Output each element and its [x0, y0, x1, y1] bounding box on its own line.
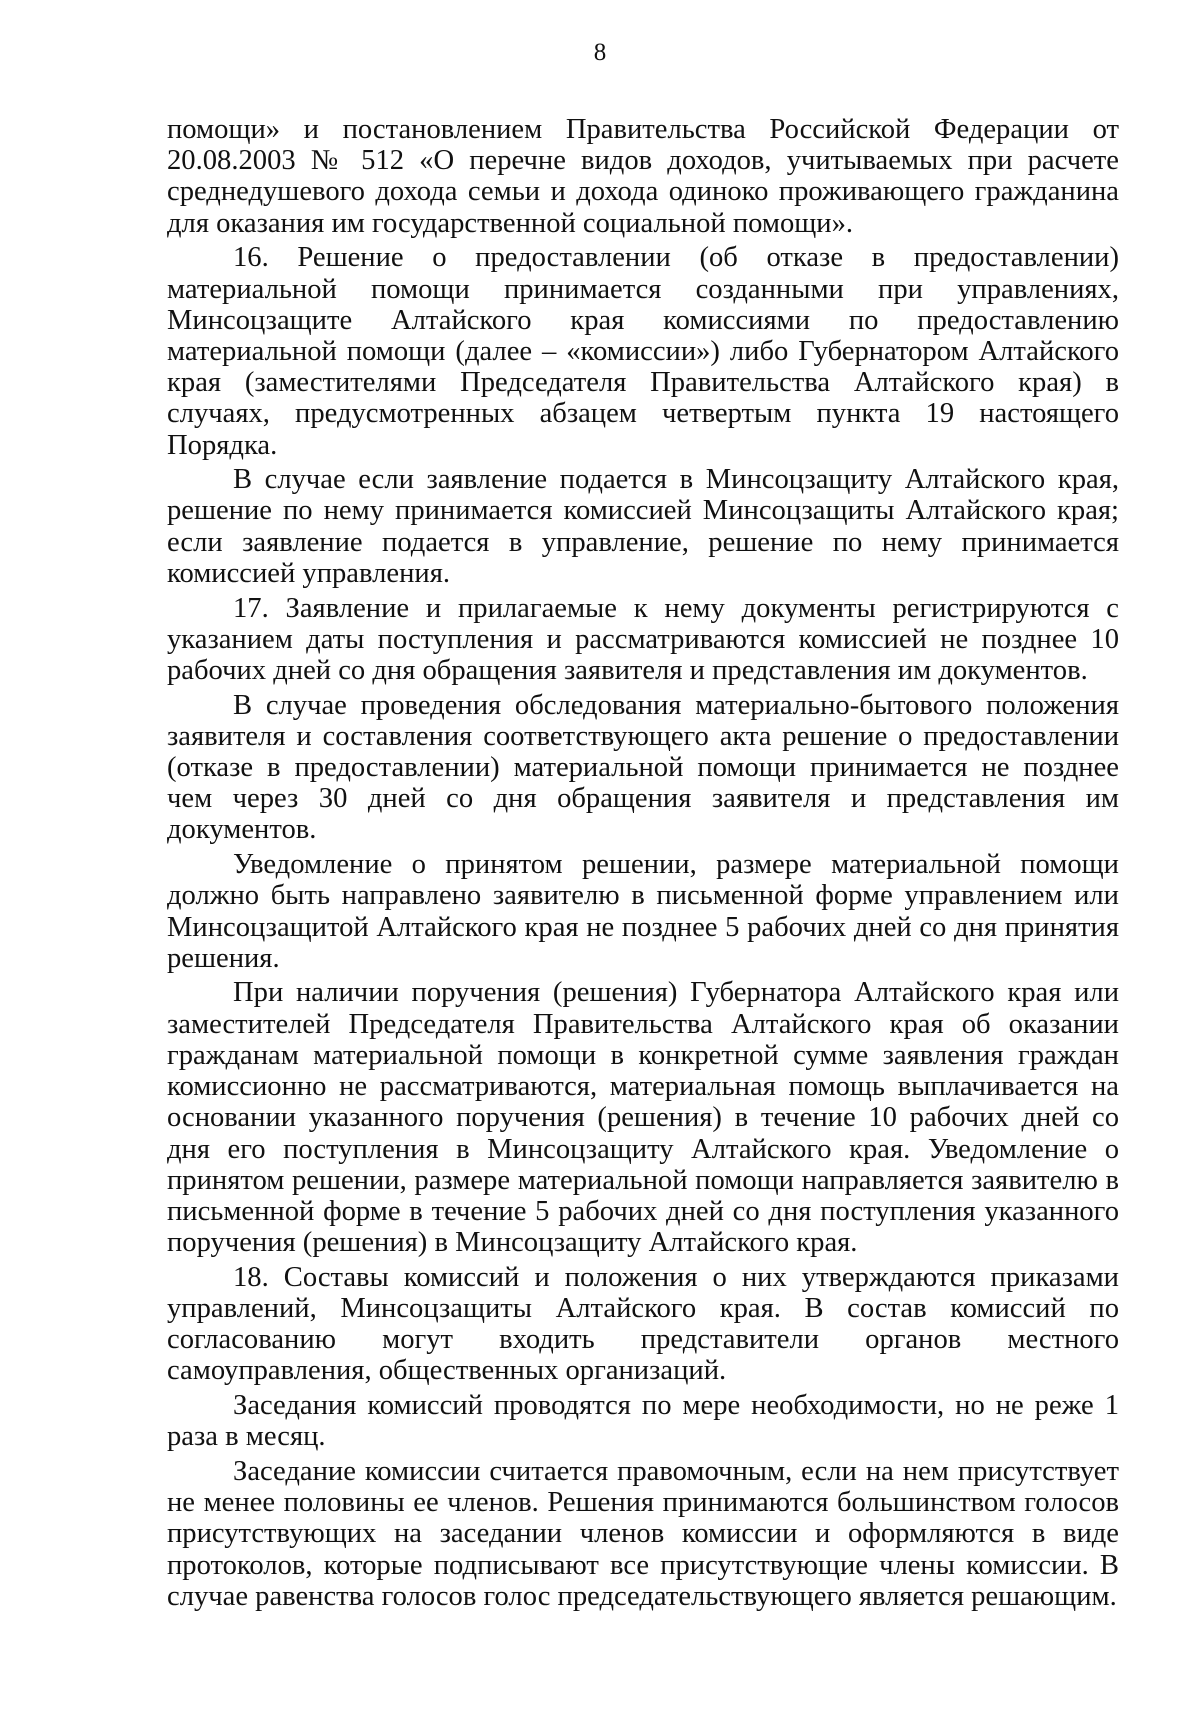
paragraph-item-18: 18. Составы комиссий и положения о них утверждаются приказами управлений, Минсоцзащиты Алтайского края. В состав комиссий по согласованию могут входить представители органов местного самоуправления, общественных организаций.	[167, 1261, 1119, 1387]
paragraph-item-16: 16. Решение о предоставлении (об отказе в предоставлении) материальной помощи принимается созданными при управлениях, Минсоцзащите Алтайского края комиссиями по предоставлению материальной помощи (далее – «комиссии») либо Губернатором Алтайского края (заместителями Председателя Правительства Алтайского края) в случаях, предусмотренных абзацем четвертым пункта 19 настоящего Порядка.	[167, 242, 1119, 461]
paragraph-17-inspection: В случае проведения обследования материально-бытового положения заявителя и составления соответствующего акта решение о предоставлении (отказе в предоставлении) материальной помощи принимается не позднее чем через 30 дней со дня обращения заявителя и представления им документов.	[167, 689, 1119, 846]
paragraph-17-notification: Уведомление о принятом решении, размере материальной помощи должно быть направлено заявителю в письменной форме управлением или Минсоцзащитой Алтайского края не позднее 5 рабочих дней со дня принятия решения.	[167, 849, 1119, 974]
paragraph-item-17: 17. Заявление и прилагаемые к нему документы регистрируются с указанием даты поступления и рассматриваются комиссией не позднее 10 рабочих дней со дня обращения заявителя и представления им документов.	[167, 592, 1119, 686]
document-body	[167, 114, 1119, 1616]
paragraph-16-application-place: В случае если заявление подается в Минсоцзащиту Алтайского края, решение по нему принимается комиссией Минсоцзащиты Алтайского края; если заявление подается в управление, решение по нему принимается комиссией управления.	[167, 464, 1119, 589]
paragraph-continuation: помощи» и постановлением Правительства Российской Федерации от 20.08.2003 № 512 «О перечне видов доходов, учитываемых при расчете среднедушевого дохода семьи и дохода одиноко проживающего гражданина для оказания им государственной социальной помощи».	[167, 114, 1119, 239]
paragraph-18-quorum: Заседание комиссии считается правомочным, если на нем присутствует не менее половины ее членов. Решения принимаются большинством голосов присутствующих на заседании членов комиссии и оформляются в виде протоколов, которые подписывают все присутствующие члены комиссии. В случае равенства голосов голос председательствующего является решающим.	[167, 1456, 1119, 1612]
paragraph-17-governor-order: При наличии поручения (решения) Губернатора Алтайского края или заместителей Председателя Правительства Алтайского края об оказании гражданам материальной помощи в конкретной сумме заявления граждан комиссионно не рассматриваются, материальная помощь выплачивается на основании указанного поручения (решения) в течение 10 рабочих дней со дня его поступления в Минсоцзащиту Алтайского края. Уведомление о принятом решении, размере материальной помощи направляется заявителю в письменной форме в течение 5 рабочих дней со дня поступления указанного поручения (решения) в Минсоцзащиту Алтайского края.	[167, 977, 1119, 1259]
page-number: 8	[593, 39, 607, 66]
paragraph-18-meetings: Заседания комиссий проводятся по мере необходимости, но не реже 1 раза в месяц.	[167, 1390, 1119, 1453]
